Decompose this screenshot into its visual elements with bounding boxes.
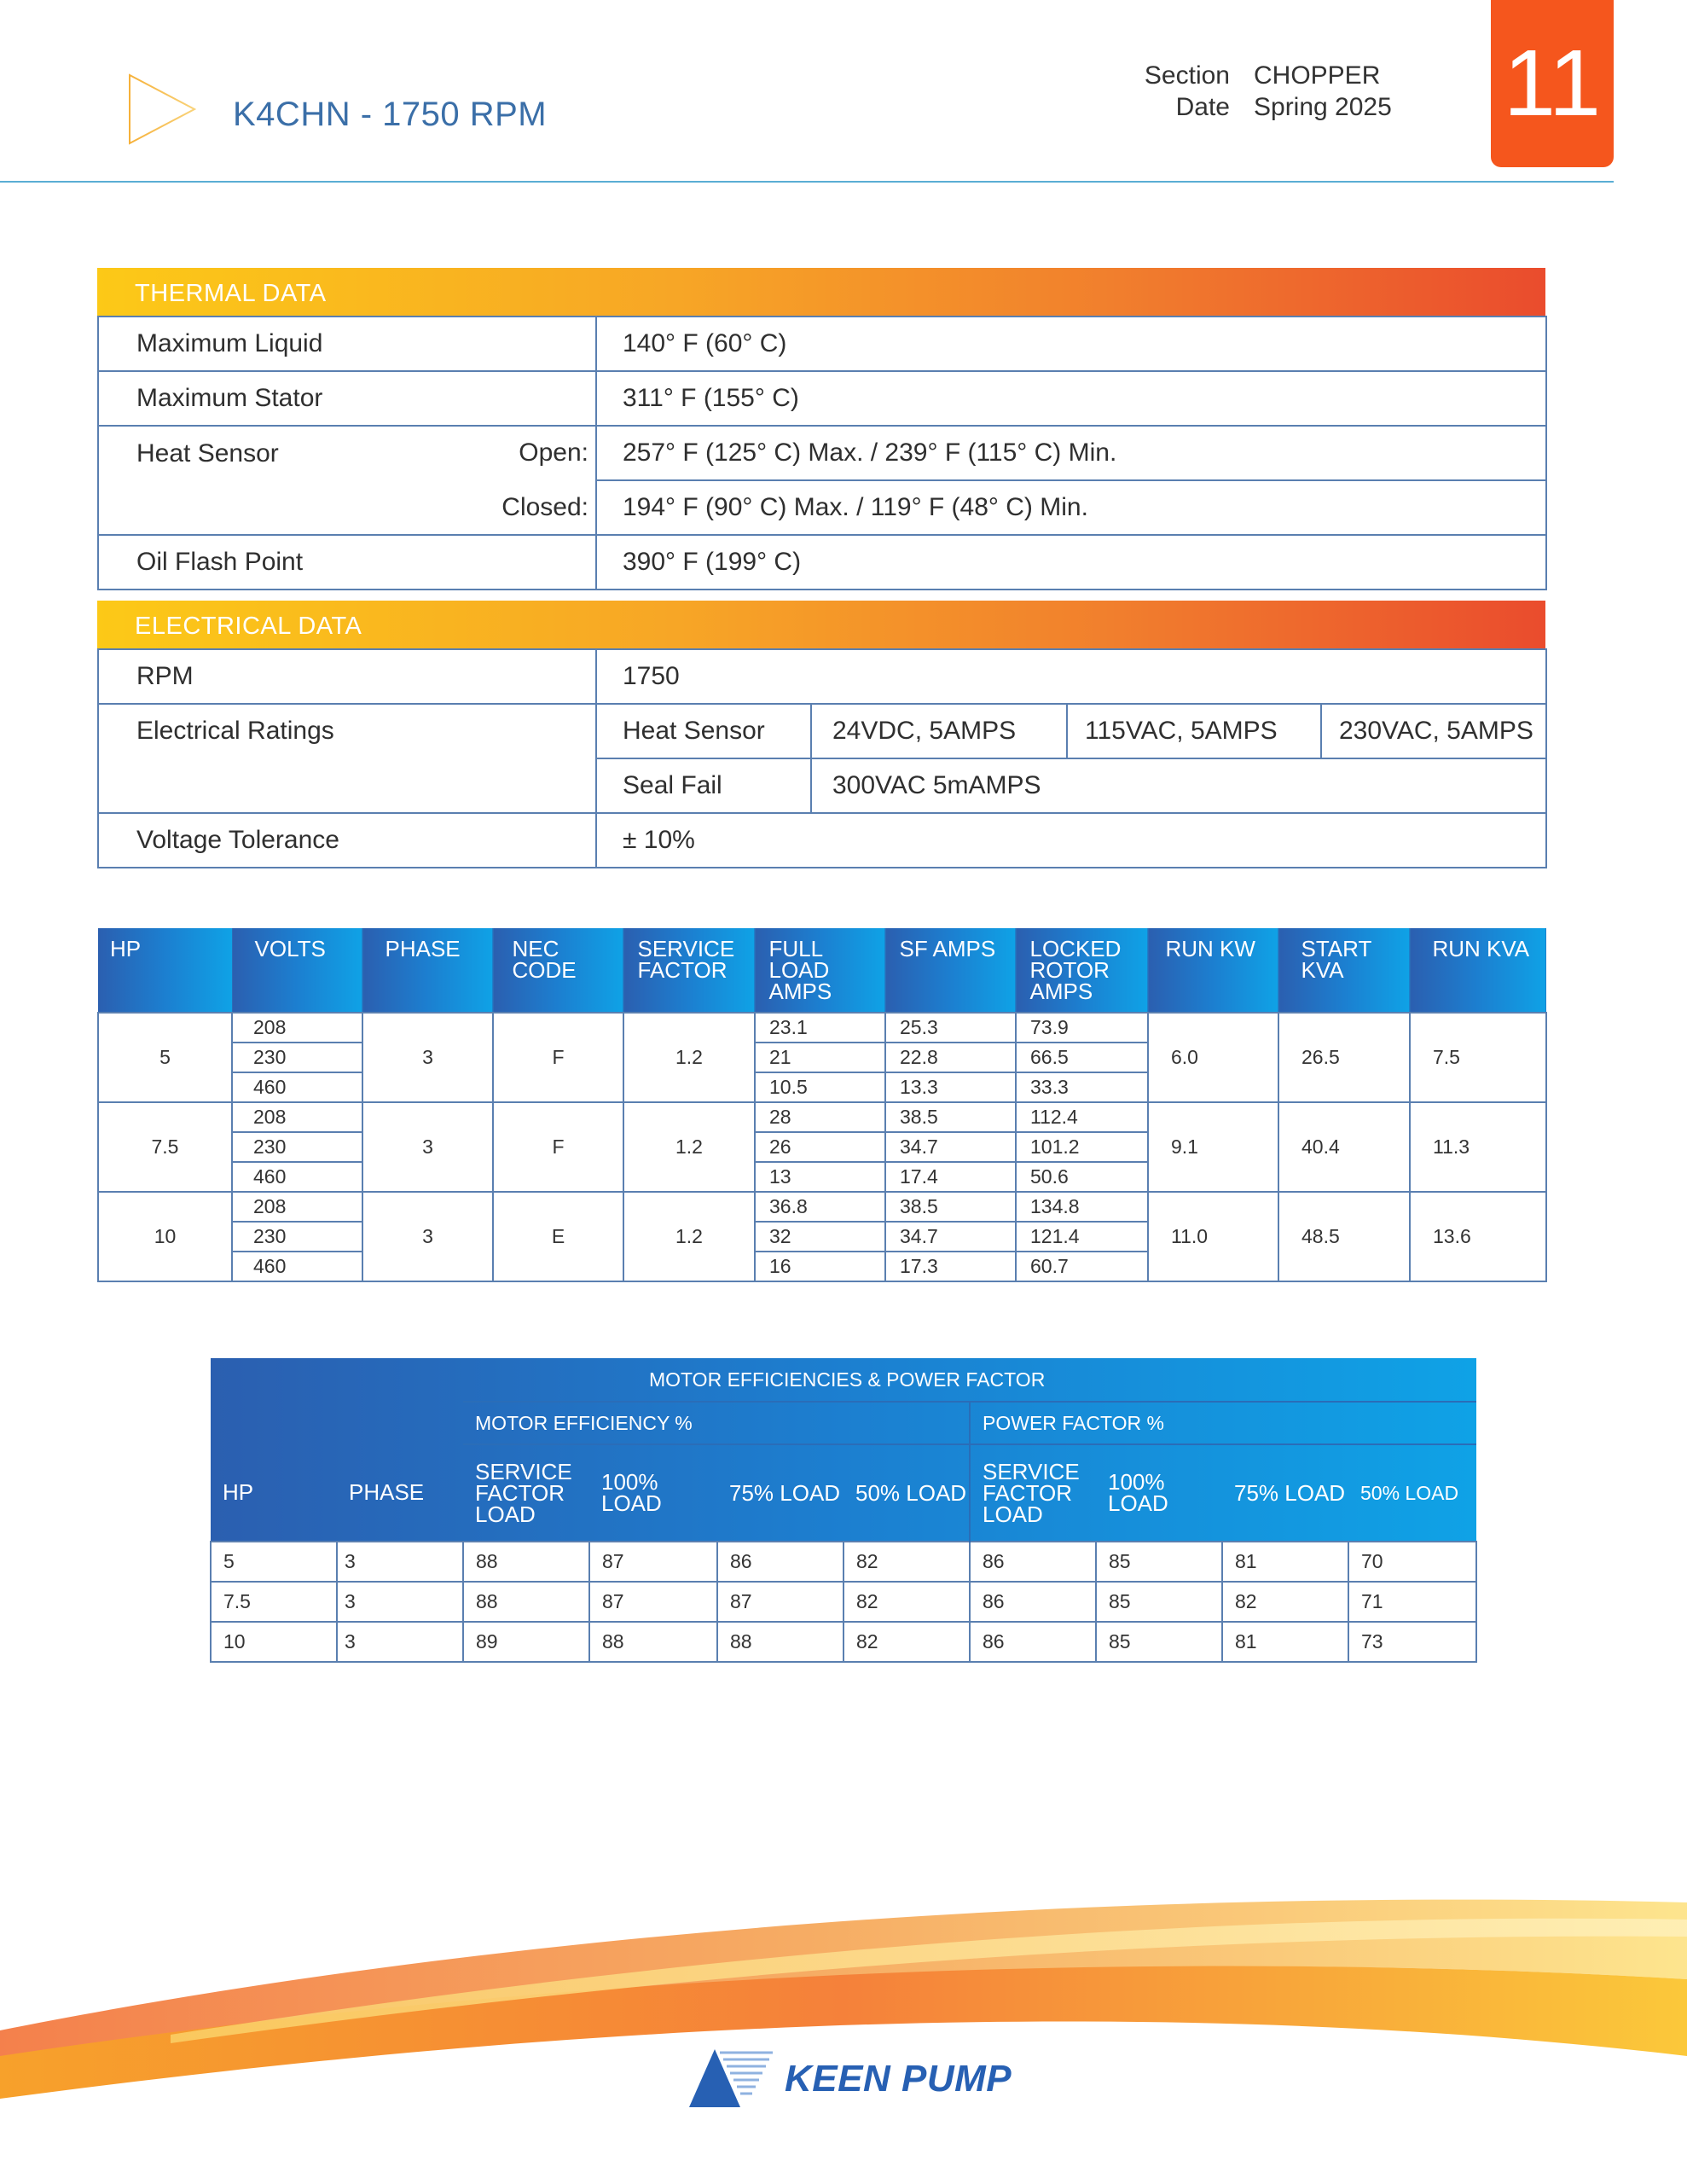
col-header-pf-service-factor-load: SERVICE FACTOR LOAD — [970, 1444, 1096, 1542]
full-load-amps-cell: 10.5 — [755, 1072, 885, 1102]
hp-cell: 7.5 — [98, 1102, 232, 1192]
table-group-row — [211, 1402, 1476, 1444]
eff-50-load-cell: 82 — [844, 1542, 970, 1582]
sf-amps-cell: 38.5 — [885, 1102, 1016, 1132]
electrical-data-heading: ELECTRICAL DATA — [97, 601, 1545, 648]
closed-label: Closed: — [98, 480, 596, 535]
volts-cell: 230 — [232, 1132, 362, 1162]
page-number-badge: 11 — [1491, 0, 1614, 167]
start-kva-cell: 48.5 — [1278, 1192, 1410, 1281]
eff-75-load-cell: 87 — [717, 1582, 844, 1622]
motor-amps-table — [97, 928, 1547, 1282]
pf-50-load-cell: 70 — [1348, 1542, 1476, 1582]
locked-rotor-amps-cell: 50.6 — [1016, 1162, 1148, 1192]
keen-pump-logo-icon — [687, 2048, 776, 2109]
table-row — [211, 1542, 1476, 1582]
col-header-hp: HP — [223, 1479, 254, 1505]
pf-75-load-cell: 81 — [1222, 1542, 1348, 1582]
table-row — [98, 704, 1546, 758]
col-header-volts: VOLTS — [232, 928, 362, 1013]
date-label: Date — [1175, 93, 1230, 121]
eff-75-load-cell: 86 — [717, 1542, 844, 1582]
col-header-pf-100-load: 100% LOAD — [1108, 1469, 1168, 1516]
pf-sf-load-cell: 86 — [970, 1622, 1096, 1662]
heat-sensor-rating-115vac: 115VAC, 5AMPS — [1067, 704, 1321, 758]
table-row — [98, 371, 1546, 426]
eff-sf-load-cell: 88 — [463, 1582, 589, 1622]
locked-rotor-amps-cell: 66.5 — [1016, 1043, 1148, 1072]
locked-rotor-amps-cell: 60.7 — [1016, 1252, 1148, 1281]
heat-sensor-rating-230vac: 230VAC, 5AMPS — [1321, 704, 1546, 758]
service-factor-cell: 1.2 — [623, 1013, 755, 1102]
header-divider — [0, 181, 1614, 183]
col-header-run-kva: RUN KVA — [1410, 928, 1546, 1013]
table-row — [211, 1582, 1476, 1622]
volts-cell: 208 — [232, 1192, 362, 1222]
electrical-ratings-label: Electrical Ratings — [98, 704, 596, 813]
volts-cell: 460 — [232, 1252, 362, 1281]
section-label: Section — [1144, 61, 1230, 90]
open-label: Open: — [519, 439, 588, 467]
full-load-amps-cell: 16 — [755, 1252, 885, 1281]
pf-sf-load-cell: 86 — [970, 1542, 1096, 1582]
oil-flash-value: 390° F (199° C) — [596, 535, 1546, 590]
col-header-phase: PHASE — [349, 1479, 425, 1505]
hp-cell: 5 — [98, 1013, 232, 1102]
sf-amps-cell: 22.8 — [885, 1043, 1016, 1072]
table-row — [98, 317, 1546, 371]
table-row — [98, 535, 1546, 590]
col-header-start-kva: START KVA — [1278, 928, 1410, 1013]
run-kva-cell: 7.5 — [1410, 1013, 1546, 1102]
sf-amps-cell: 13.3 — [885, 1072, 1016, 1102]
table-row — [98, 813, 1546, 868]
pf-100-load-cell: 85 — [1096, 1622, 1222, 1662]
table-header-row — [98, 928, 1546, 1013]
phase-cell: 3 — [337, 1542, 463, 1582]
seal-fail-value: 300VAC 5mAMPS — [811, 758, 1546, 813]
hp-cell: 7.5 — [211, 1582, 337, 1622]
sf-amps-cell: 34.7 — [885, 1132, 1016, 1162]
heat-sensor-label: Heat Sensor — [136, 439, 279, 468]
oil-flash-label: Oil Flash Point — [98, 535, 596, 590]
blank-header — [211, 1358, 463, 1402]
eff-100-load-cell: 87 — [589, 1542, 717, 1582]
heat-sensor-rating-24vdc: 24VDC, 5AMPS — [811, 704, 1067, 758]
voltage-tolerance-label: Voltage Tolerance — [98, 813, 596, 868]
table-row — [98, 426, 1546, 480]
col-header-hp: HP — [98, 928, 232, 1013]
locked-rotor-amps-cell: 112.4 — [1016, 1102, 1148, 1132]
table-title-row — [211, 1358, 1476, 1402]
nec-code-cell: F — [493, 1102, 623, 1192]
max-stator-value: 311° F (155° C) — [596, 371, 1546, 426]
thermal-data-table — [97, 316, 1547, 590]
full-load-amps-cell: 26 — [755, 1132, 885, 1162]
table-row — [98, 480, 1546, 535]
phase-cell: 3 — [362, 1102, 493, 1192]
phase-cell: 3 — [362, 1192, 493, 1281]
chevron-logo-icon — [128, 73, 196, 145]
volts-cell: 460 — [232, 1072, 362, 1102]
sf-amps-cell: 38.5 — [885, 1192, 1016, 1222]
start-kva-cell: 40.4 — [1278, 1102, 1410, 1192]
rpm-value: 1750 — [596, 649, 1546, 704]
table-row — [98, 1102, 1546, 1132]
pf-100-load-cell: 85 — [1096, 1542, 1222, 1582]
sf-amps-cell: 34.7 — [885, 1222, 1016, 1252]
blank-header — [211, 1402, 463, 1444]
col-header-pf-50-load: 50% LOAD — [1360, 1481, 1459, 1504]
table-row — [211, 1622, 1476, 1662]
full-load-amps-cell: 13 — [755, 1162, 885, 1192]
eff-sf-load-cell: 88 — [463, 1542, 589, 1582]
locked-rotor-amps-cell: 101.2 — [1016, 1132, 1148, 1162]
col-header-nec-code: NEC CODE — [493, 928, 623, 1013]
sf-amps-cell: 17.3 — [885, 1252, 1016, 1281]
table-row — [98, 1013, 1546, 1043]
hp-cell: 10 — [211, 1622, 337, 1662]
locked-rotor-amps-cell: 33.3 — [1016, 1072, 1148, 1102]
document-title: K4CHN - 1750 RPM — [233, 96, 548, 133]
volts-cell: 208 — [232, 1013, 362, 1043]
full-load-amps-cell: 32 — [755, 1222, 885, 1252]
sf-amps-cell: 25.3 — [885, 1013, 1016, 1043]
phase-cell: 3 — [362, 1013, 493, 1102]
thermal-data-heading: THERMAL DATA — [97, 268, 1545, 316]
phase-cell: 3 — [337, 1622, 463, 1662]
hp-cell: 10 — [98, 1192, 232, 1281]
col-header-eff-100-load: 100% LOAD — [601, 1469, 662, 1516]
eff-100-load-cell: 87 — [589, 1582, 717, 1622]
volts-cell: 230 — [232, 1043, 362, 1072]
locked-rotor-amps-cell: 134.8 — [1016, 1192, 1148, 1222]
start-kva-cell: 26.5 — [1278, 1013, 1410, 1102]
volts-cell: 208 — [232, 1102, 362, 1132]
col-header-eff-service-factor-load: SERVICE FACTOR LOAD — [475, 1458, 572, 1527]
run-kw-cell: 6.0 — [1148, 1013, 1278, 1102]
closed-value: 194° F (90° C) Max. / 119° F (48° C) Min. — [596, 480, 1546, 535]
pf-100-load-cell: 85 — [1096, 1582, 1222, 1622]
pf-75-load-cell: 82 — [1222, 1582, 1348, 1622]
brand-name: KEEN PUMP — [785, 2058, 1012, 2100]
pf-sf-load-cell: 86 — [970, 1582, 1096, 1622]
col-header-locked-rotor-amps: LOCKED ROTOR AMPS — [1016, 928, 1148, 1013]
volts-cell: 460 — [232, 1162, 362, 1192]
efficiency-table-title: MOTOR EFFICIENCIES & POWER FACTOR — [649, 1368, 1046, 1391]
heat-sensor-rating-label: Heat Sensor — [596, 704, 811, 758]
col-header-phase: PHASE — [362, 928, 493, 1013]
date-value: Spring 2025 — [1254, 93, 1392, 121]
volts-cell: 230 — [232, 1222, 362, 1252]
eff-100-load-cell: 88 — [589, 1622, 717, 1662]
col-header-pf-75-load: 75% LOAD — [1234, 1479, 1346, 1506]
pf-50-load-cell: 71 — [1348, 1582, 1476, 1622]
eff-75-load-cell: 88 — [717, 1622, 844, 1662]
group-header-motor-efficiency: MOTOR EFFICIENCY % — [463, 1402, 970, 1444]
col-header-eff-75-load: 75% LOAD — [729, 1479, 841, 1506]
full-load-amps-cell: 21 — [755, 1043, 885, 1072]
service-factor-cell: 1.2 — [623, 1102, 755, 1192]
full-load-amps-cell: 23.1 — [755, 1013, 885, 1043]
run-kw-cell: 9.1 — [1148, 1102, 1278, 1192]
eff-sf-load-cell: 89 — [463, 1622, 589, 1662]
eff-50-load-cell: 82 — [844, 1582, 970, 1622]
nec-code-cell: E — [493, 1192, 623, 1281]
open-value: 257° F (125° C) Max. / 239° F (115° C) Min. — [596, 426, 1546, 480]
col-header-service-factor: SERVICE FACTOR — [623, 928, 755, 1013]
motor-efficiency-table — [210, 1358, 1477, 1663]
pf-75-load-cell: 81 — [1222, 1622, 1348, 1662]
col-header-eff-50-load: 50% LOAD — [855, 1479, 967, 1506]
run-kva-cell: 11.3 — [1410, 1102, 1546, 1192]
max-liquid-value: 140° F (60° C) — [596, 317, 1546, 371]
eff-50-load-cell: 82 — [844, 1622, 970, 1662]
heat-sensor-cell — [98, 426, 596, 480]
col-header-sf-amps: SF AMPS — [885, 928, 1016, 1013]
col-header-run-kw: RUN KW — [1148, 928, 1278, 1013]
service-factor-cell: 1.2 — [623, 1192, 755, 1281]
group-header-power-factor: POWER FACTOR % — [970, 1402, 1476, 1444]
table-header-row — [211, 1444, 1476, 1542]
max-stator-label: Maximum Stator — [98, 371, 596, 426]
voltage-tolerance-value: ± 10% — [596, 813, 1546, 868]
seal-fail-label: Seal Fail — [596, 758, 811, 813]
full-load-amps-cell: 28 — [755, 1102, 885, 1132]
section-value: CHOPPER — [1254, 61, 1381, 90]
locked-rotor-amps-cell: 121.4 — [1016, 1222, 1148, 1252]
sf-amps-cell: 17.4 — [885, 1162, 1016, 1192]
hp-cell: 5 — [211, 1542, 337, 1582]
rpm-label: RPM — [98, 649, 596, 704]
table-row — [98, 649, 1546, 704]
run-kw-cell: 11.0 — [1148, 1192, 1278, 1281]
phase-cell: 3 — [337, 1582, 463, 1622]
max-liquid-label: Maximum Liquid — [98, 317, 596, 371]
col-header-full-load-amps: FULL LOAD AMPS — [755, 928, 885, 1013]
full-load-amps-cell: 36.8 — [755, 1192, 885, 1222]
pf-50-load-cell: 73 — [1348, 1622, 1476, 1662]
table-row — [98, 1192, 1546, 1222]
locked-rotor-amps-cell: 73.9 — [1016, 1013, 1148, 1043]
nec-code-cell: F — [493, 1013, 623, 1102]
run-kva-cell: 13.6 — [1410, 1192, 1546, 1281]
electrical-data-table — [97, 648, 1547, 868]
